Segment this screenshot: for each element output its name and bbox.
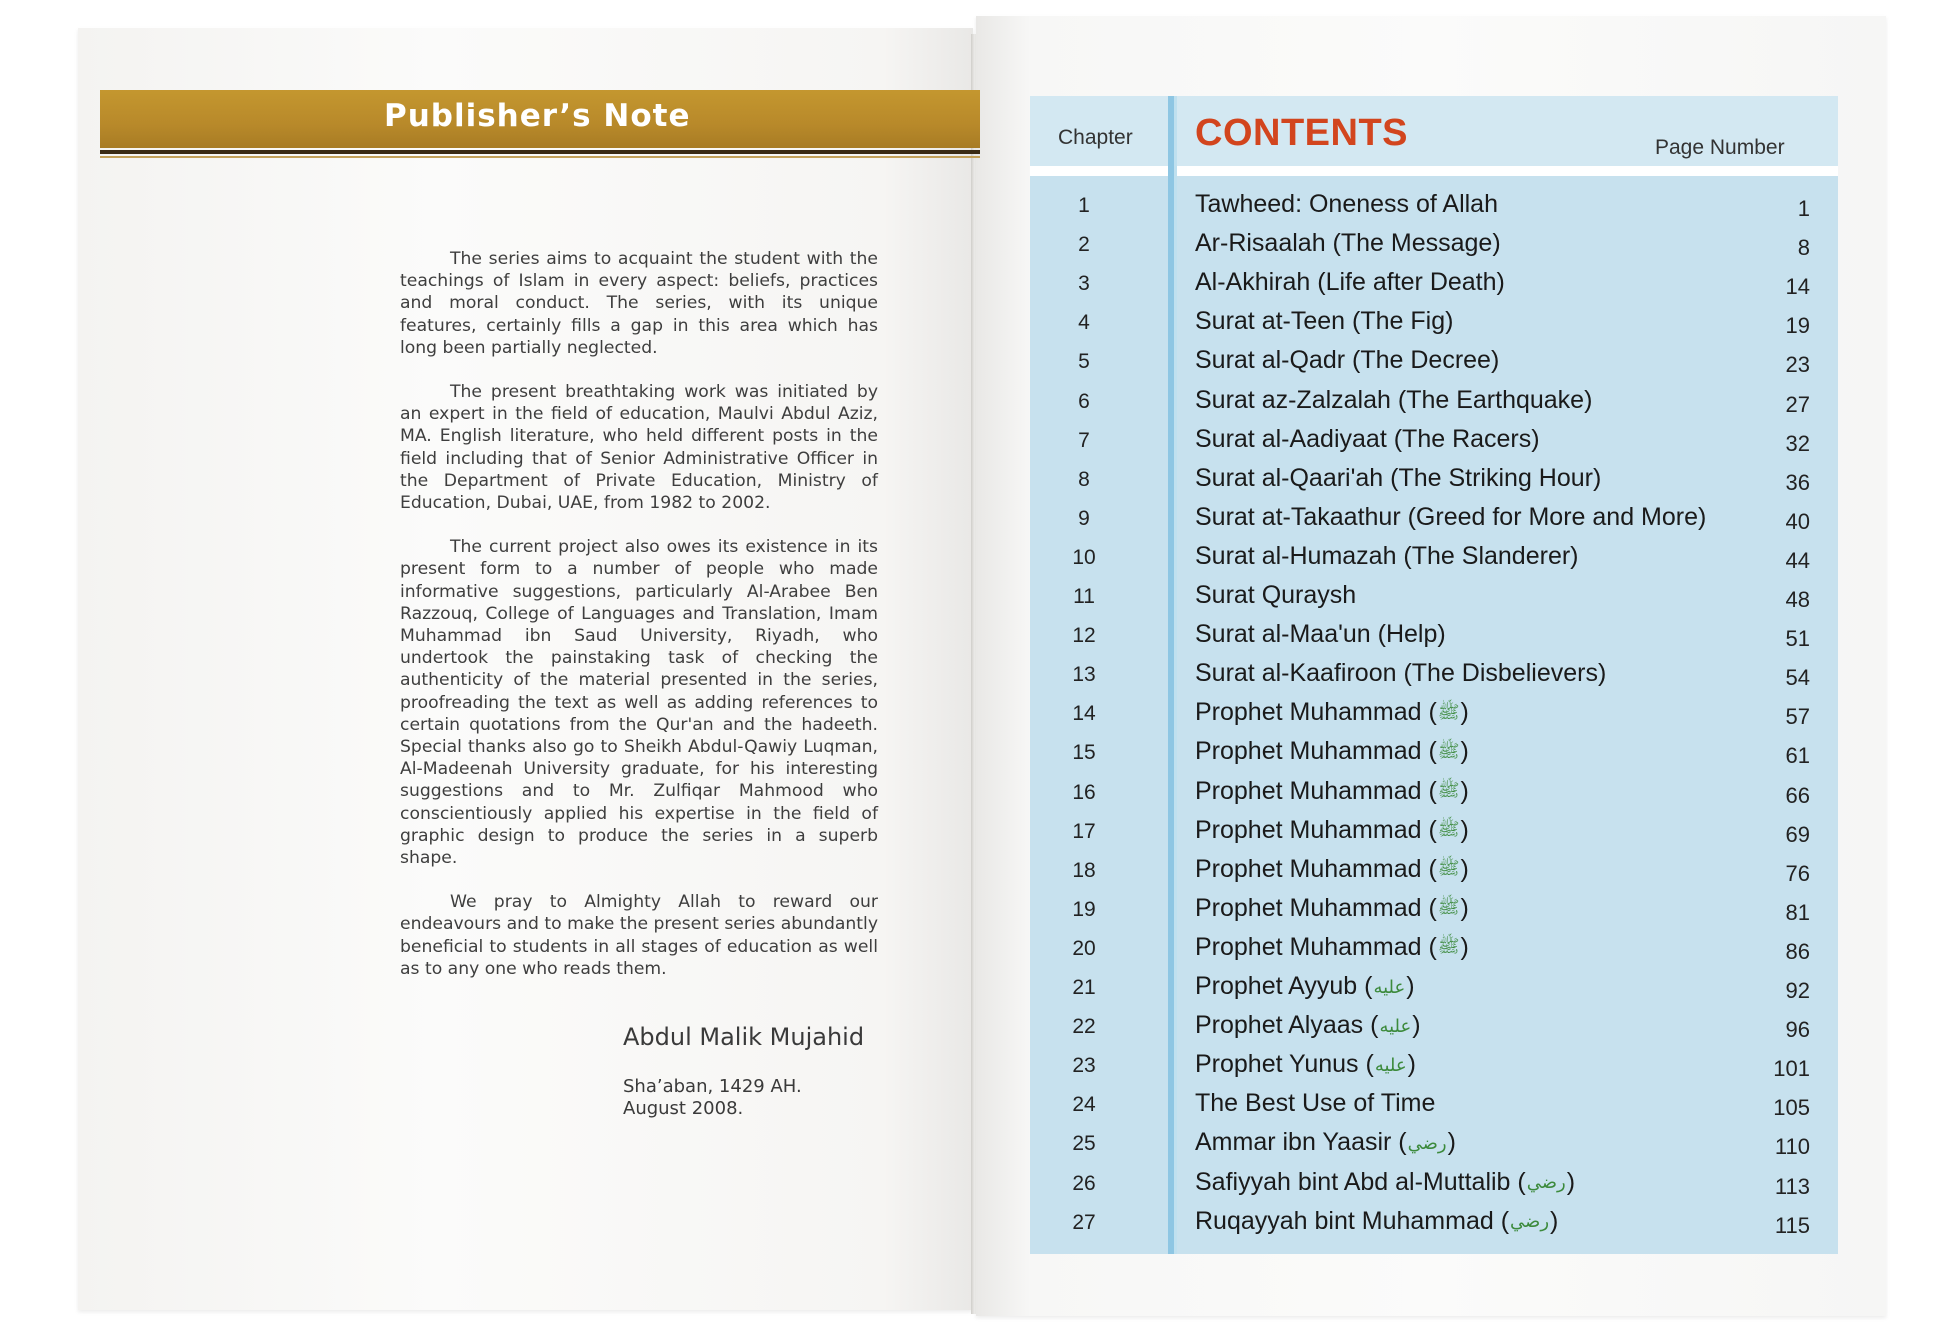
page-number: 51 (1785, 626, 1810, 652)
contents-row (1030, 227, 1838, 265)
chapter-number: 16 (1072, 780, 1096, 804)
contents-row (1030, 970, 1838, 1008)
honorific-calligraphy-icon: ﷺ (1437, 897, 1460, 919)
chapter-number: 4 (1078, 311, 1090, 335)
note-paragraph-3: The current project also owes its existence in its present form to a number of people who made informative suggestions, particularly Al-Arabee Ben Razzouq, College of Languages and Translation, Imam Muhammad ibn Saud University, Riyadh, who undertook the painstaking task of checking the authenticity of the material presented in the series, proofreading the text as well as adding references to certain quotations from the Qur'an and the hadeeth. Special thanks also go to Sheikh Abdul-Qawiy Luqman, Al-Madeenah University graduate, for his interesting suggestions and to Mr. Zulfiqar Mahmood who conscientiously applied his expertise in the field of graphic design to produce the series in a superb shape. (400, 537, 878, 869)
contents-row (1030, 266, 1838, 304)
chapter-title-text: Prophet Yunus ( (1195, 1050, 1374, 1079)
contents-row (1030, 931, 1838, 969)
chapter-title-text: Surat al-Maa'un (Help) (1195, 620, 1446, 649)
chapter-number: 24 (1072, 1093, 1096, 1117)
contents-row (1030, 657, 1838, 695)
chapter-title-text: The Best Use of Time (1195, 1089, 1436, 1118)
chapter-title-text: Surat at-Teen (The Fig) (1195, 307, 1454, 336)
chapter-number: 25 (1072, 1132, 1096, 1156)
page-number: 27 (1785, 391, 1810, 417)
honorific-calligraphy-icon: ﷺ (1437, 740, 1460, 762)
contents-header-rule (1030, 166, 1838, 176)
honorific-calligraphy-icon: رضي (1407, 1133, 1447, 1155)
honorific-calligraphy-icon: عليه (1374, 1055, 1407, 1077)
contents-row (1030, 462, 1838, 500)
chapter-title-text: Surat al-Qaari'ah (The Striking Hour) (1195, 463, 1602, 492)
contents-row (1030, 1048, 1838, 1086)
page-number: 66 (1785, 782, 1810, 808)
chapter-number: 7 (1078, 428, 1090, 452)
chapter-number: 6 (1078, 389, 1090, 413)
note-paragraph-1: The series aims to acquaint the student with the teachings of Islam in every aspect: beliefs, practices and moral conduct. The series, with its unique features, certainly fills a gap in this area which has long been partially neglected. (400, 249, 878, 358)
chapter-number: 3 (1078, 272, 1090, 296)
page-number: 14 (1785, 274, 1810, 300)
honorific-calligraphy-icon: ﷺ (1437, 701, 1460, 723)
chapter-title (1195, 464, 1601, 493)
chapter-number: 23 (1072, 1054, 1096, 1078)
contents-row (1030, 853, 1838, 891)
chapter-title-text: Prophet Ayyub ( (1195, 972, 1373, 1000)
contents-row (1030, 618, 1838, 656)
chapter-number: 22 (1072, 1015, 1096, 1039)
chapter-title-suffix: ) (1460, 815, 1469, 844)
chapter-title (1195, 816, 1469, 845)
chapter-title-text: Surat al-Qadr (The Decree) (1195, 346, 1500, 375)
chapter-title-text: Prophet Muhammad ( (1195, 815, 1437, 844)
chapter-title-suffix: ) (1460, 776, 1469, 805)
chapter-title-text: Ammar ibn Yaasir ( (1195, 1128, 1407, 1157)
chapter-title-text: Prophet Muhammad ( (1195, 776, 1437, 805)
page-number: 32 (1785, 430, 1810, 456)
chapter-title (1195, 229, 1501, 258)
publisher-note-body (400, 248, 878, 1002)
page-number: 115 (1774, 1212, 1810, 1238)
chapter-number: 14 (1072, 702, 1096, 726)
chapter-title-text: Prophet Muhammad ( (1195, 698, 1437, 727)
contents-row (1030, 579, 1838, 617)
chapter-title (1195, 1207, 1558, 1236)
contents-row (1030, 1205, 1838, 1243)
chapter-title-suffix: ) (1406, 972, 1415, 1000)
chapter-title (1195, 346, 1499, 375)
page-number: 19 (1785, 313, 1810, 339)
contents-row (1030, 1126, 1838, 1164)
chapter-title-text: Surat Quraysh (1195, 581, 1357, 609)
chapter-title (1195, 933, 1469, 962)
chapter-title-suffix: ) (1412, 1011, 1421, 1040)
chapter-title (1195, 268, 1505, 297)
chapter-title (1195, 1089, 1435, 1118)
chapter-number: 26 (1072, 1171, 1096, 1195)
chapter-number: 12 (1072, 624, 1096, 648)
chapter-title (1195, 190, 1498, 219)
page-number: 61 (1785, 743, 1810, 769)
signature-date-hijri: Sha’aban, 1429 AH. (623, 1076, 802, 1097)
chapter-title-text: Al-Akhirah (Life after Death) (1195, 268, 1505, 297)
chapter-number: 10 (1072, 545, 1096, 569)
contents-row (1030, 501, 1838, 539)
chapter-title-text: Tawheed: Oneness of Allah (1195, 190, 1498, 218)
chapter-title-text: Surat al-Kaafiroon (The Disbelievers) (1195, 659, 1607, 688)
honorific-calligraphy-icon: رضي (1526, 1172, 1566, 1194)
chapter-title (1195, 581, 1356, 610)
chapter-title-suffix: ) (1407, 1050, 1416, 1079)
chapter-number: 2 (1078, 233, 1090, 257)
page-number: 69 (1785, 821, 1810, 847)
page-number: 76 (1785, 860, 1810, 886)
page-number: 36 (1785, 469, 1810, 495)
chapter-number: 11 (1073, 585, 1095, 608)
chapter-title (1195, 855, 1469, 884)
chapter-title-suffix: ) (1460, 737, 1469, 766)
honorific-calligraphy-icon: عليه (1379, 1015, 1412, 1037)
page-number: 96 (1785, 1017, 1810, 1043)
chapter-title-suffix: ) (1460, 893, 1469, 922)
chapter-title-suffix: ) (1447, 1128, 1456, 1157)
chapter-title-suffix: ) (1550, 1206, 1559, 1235)
contents-row (1030, 1087, 1838, 1125)
contents-row (1030, 814, 1838, 852)
page-number: 92 (1785, 978, 1810, 1003)
chapter-title-text: Safiyyah bint Abd al-Muttalib ( (1195, 1167, 1526, 1196)
contents-row (1030, 892, 1838, 930)
honorific-calligraphy-icon: ﷺ (1437, 858, 1460, 880)
signature-name: Abdul Malik Mujahid (623, 1023, 865, 1051)
chapter-column-header: Chapter (1058, 126, 1133, 149)
chapter-number: 9 (1078, 506, 1090, 530)
chapter-title-text: Ar-Risaalah (The Message) (1195, 229, 1501, 258)
signature-date-gregorian: August 2008. (623, 1098, 744, 1119)
chapter-title (1195, 503, 1706, 532)
page-number: 81 (1785, 899, 1810, 925)
chapter-title-text: Surat az-Zalzalah (The Earthquake) (1195, 385, 1593, 414)
chapter-title (1195, 425, 1540, 454)
chapter-title-text: Surat al-Humazah (The Slanderer) (1195, 541, 1579, 570)
page-number: 105 (1773, 1095, 1810, 1121)
honorific-calligraphy-icon: ﷺ (1437, 779, 1460, 801)
chapter-title (1195, 1128, 1456, 1157)
chapter-title (1195, 972, 1415, 1001)
chapter-title-text: Prophet Muhammad ( (1195, 932, 1437, 961)
page-number: 86 (1785, 938, 1810, 964)
chapter-title-suffix: ) (1566, 1167, 1576, 1196)
chapter-title-text: Prophet Alyaas ( (1195, 1011, 1379, 1040)
page-number: 113 (1774, 1173, 1810, 1199)
chapter-title (1195, 894, 1469, 923)
contents-row (1030, 384, 1838, 422)
chapter-number: 1 (1078, 194, 1090, 217)
chapter-title-text: Prophet Muhammad ( (1195, 893, 1437, 922)
chapter-title-suffix: ) (1460, 932, 1469, 961)
chapter-title (1195, 307, 1453, 336)
chapter-title (1195, 1011, 1421, 1040)
page-number: 57 (1785, 704, 1810, 730)
contents-row (1030, 305, 1838, 343)
contents-row (1030, 735, 1838, 773)
contents-row (1030, 423, 1838, 461)
page-number: 54 (1785, 665, 1810, 691)
chapter-title (1195, 659, 1606, 688)
banner-gold-rule (100, 156, 980, 158)
chapter-number: 8 (1078, 467, 1090, 491)
chapter-title-suffix: ) (1460, 854, 1469, 883)
contents-row (1030, 1166, 1838, 1204)
chapter-title (1195, 1168, 1575, 1197)
page-number: 8 (1797, 235, 1810, 261)
page-number: 23 (1785, 352, 1810, 378)
chapter-number: 17 (1072, 819, 1096, 843)
chapter-number: 20 (1072, 936, 1096, 960)
contents-row (1030, 344, 1838, 382)
chapter-title (1195, 737, 1469, 766)
chapter-title (1195, 698, 1469, 727)
chapter-title (1195, 1050, 1416, 1079)
chapter-title-text: Ruqayyah bint Muhammad ( (1195, 1206, 1510, 1235)
chapter-number: 5 (1078, 350, 1090, 374)
honorific-calligraphy-icon: ﷺ (1437, 936, 1460, 958)
chapter-title-text: Surat at-Takaathur (Greed for More and More) (1195, 502, 1707, 531)
page-number-column-header: Page Number (1655, 136, 1785, 159)
contents-row (1030, 1009, 1838, 1047)
chapter-title (1195, 777, 1469, 806)
honorific-calligraphy-icon: ﷺ (1437, 818, 1460, 840)
chapter-number: 13 (1072, 663, 1096, 687)
note-paragraph-4: We pray to Almighty Allah to reward our endeavours and to make the present series abundantly beneficial to students in all stages of education as well as to any one who reads them. (400, 892, 878, 979)
page-number: 110 (1774, 1134, 1810, 1160)
chapter-title-text: Surat al-Aadiyaat (The Racers) (1195, 424, 1540, 453)
contents-title: CONTENTS (1195, 112, 1408, 154)
chapter-title-text: Prophet Muhammad ( (1195, 854, 1437, 883)
chapter-number: 15 (1072, 741, 1096, 765)
note-paragraph-2: The present breathtaking work was initiated by an expert in the field of education, Maulvi Abdul Aziz, MA. English literature, who held different posts in the field including that of Senior Administrative Officer in the Department of Private Education, Ministry of Education, Dubai, UAE, from 1982 to 2002. (400, 382, 878, 514)
chapter-title-text: Prophet Muhammad ( (1195, 737, 1437, 766)
chapter-title-suffix: ) (1460, 698, 1469, 727)
chapter-number: 21 (1072, 976, 1096, 999)
page-number: 101 (1773, 1056, 1810, 1082)
contents-row (1030, 188, 1838, 226)
chapter-number: 27 (1072, 1210, 1096, 1234)
publisher-note-title: Publisher’s Note (384, 98, 691, 134)
page-number: 44 (1785, 547, 1810, 573)
banner-dark-rule (100, 150, 980, 154)
honorific-calligraphy-icon: رضي (1510, 1211, 1550, 1233)
contents-row (1030, 696, 1838, 734)
page-number: 40 (1785, 508, 1810, 534)
chapter-title (1195, 542, 1579, 571)
page-number: 48 (1785, 587, 1810, 612)
contents-row (1030, 540, 1838, 578)
honorific-calligraphy-icon: عليه (1373, 976, 1406, 998)
chapter-number: 19 (1072, 897, 1096, 921)
chapter-title (1195, 386, 1592, 415)
contents-row (1030, 775, 1838, 813)
page-number: 1 (1797, 196, 1810, 221)
chapter-number: 18 (1072, 858, 1096, 882)
chapter-title (1195, 620, 1446, 649)
